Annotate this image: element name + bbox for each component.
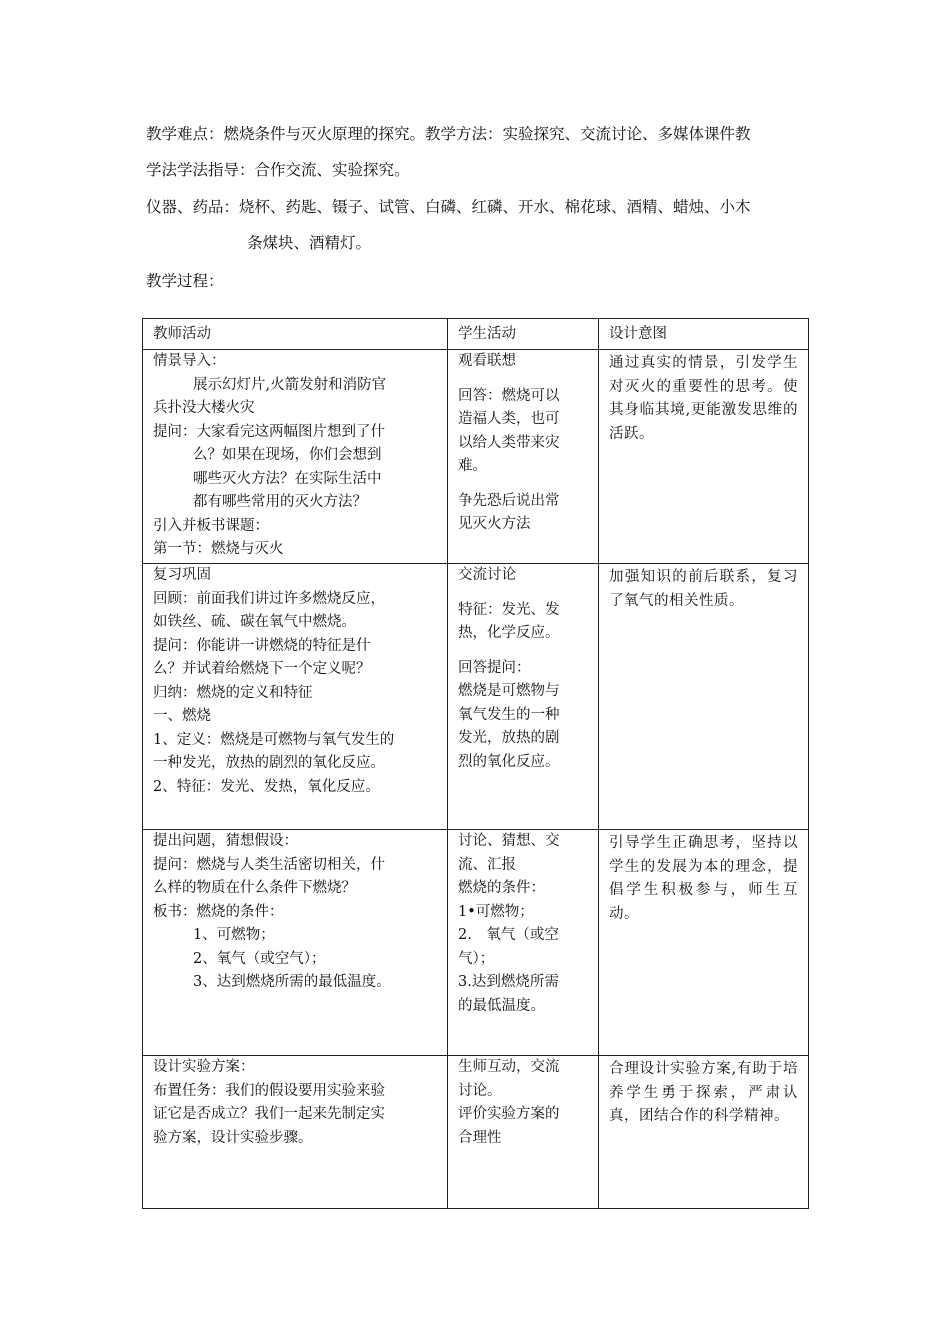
design-intent-cell [599, 830, 809, 1056]
text-line: 造福人类，也可 [458, 411, 560, 427]
text-line: 都有哪些常用的灭火方法？ [193, 494, 367, 510]
text-line: 证它是否成立？我们一起来先制定实 [153, 1106, 385, 1122]
text-line: 燃烧是可燃物与 [458, 683, 560, 699]
teaching-difficulty-line: 教学难点：燃烧条件与灭火原理的探究。教学方法：实验探究、交流讨论、多媒体课件教 [146, 125, 751, 143]
text-line: 如铁丝、硫、碳在氧气中燃烧。 [153, 614, 356, 630]
text-line: 复习巩固 [153, 567, 211, 583]
text-line: 生师互动，交流 [458, 1059, 560, 1075]
text-line: 见灭火方法 [458, 516, 531, 532]
student-activity-cell [448, 1056, 599, 1209]
text-line: 合理性 [458, 1129, 502, 1146]
text-line: 以给人类带来灾 [458, 434, 560, 451]
lesson-table [142, 318, 809, 1209]
text-line: 验方案，设计实验步骤。 [153, 1129, 313, 1146]
text-line: 设计实验方案： [153, 1059, 255, 1075]
text-line: 讨论。 [458, 1082, 502, 1099]
intent-text: 加强知识的前后联系，复习了氧气的相关性质。 [609, 569, 798, 609]
intent-text: 通过真实的情景，引发学生对灭火的重要性的思考。使其身临其境,更能激发思维的活跃。 [609, 355, 798, 442]
text-line: 交流讨论 [458, 567, 516, 583]
student-activity-cell [448, 830, 599, 1056]
header-teacher-activity: 教师活动 [143, 319, 448, 350]
text-line: 1、可燃物； [193, 927, 275, 943]
table-row [143, 1056, 809, 1209]
text-line: 展示幻灯片,火箭发射和消防官 [193, 376, 387, 393]
text-line: 3.达到燃烧所需 [458, 974, 559, 990]
text-line: 评价实验方案的 [458, 1106, 560, 1122]
text-line: 流、汇报 [458, 856, 516, 873]
method-guidance-line: 学法学法指导：合作交流、实验探究。 [146, 161, 410, 179]
text-line: 提出问题，猜想假设： [153, 833, 298, 849]
text-line: 烈的氧化反应。 [458, 753, 560, 770]
student-activity-cell [448, 350, 599, 564]
design-intent-cell [599, 564, 809, 830]
table-row [143, 564, 809, 830]
text-line: 难。 [458, 458, 487, 474]
design-intent-cell [599, 1056, 809, 1209]
text-line: 提问：你能讲一讲燃烧的特征是什 [153, 637, 371, 654]
text-line: 2、氧气（或空气）； [193, 950, 326, 967]
text-line: 归纳：燃烧的定义和特征 [153, 684, 313, 701]
text-line: 第一节：燃烧与灭火 [153, 541, 284, 557]
text-line: 情景导入： [153, 353, 226, 369]
text-line: 2、特征：发光、发热，氧化反应。 [153, 778, 380, 795]
text-line: 观看联想 [458, 353, 516, 369]
text-line: 提问：大家看完这两幅图片想到了什 [153, 423, 385, 440]
text-line: 发光，放热的剧 [458, 730, 560, 746]
text-line: 2. 氧气（或空 [458, 927, 559, 943]
teacher-activity-cell [143, 350, 448, 564]
teacher-activity-cell [143, 1056, 448, 1209]
table-row [143, 350, 809, 564]
text-line: 么？并试着给燃烧下一个定义呢？ [153, 661, 371, 677]
text-line: 兵扑没大楼火灾 [153, 400, 255, 416]
text-line: 争先恐后说出常 [458, 492, 560, 509]
text-line: 特征：发光、发 [458, 601, 560, 618]
text-line: 3、达到燃烧所需的最低温度。 [193, 974, 391, 990]
text-line: 气）； [458, 950, 495, 967]
text-line: 讨论、猜想、交 [458, 833, 560, 849]
student-activity-cell [448, 564, 599, 830]
text-line: 氧气发生的一种 [458, 706, 560, 723]
text-line: 引入并板书课题： [153, 517, 269, 534]
text-line: 么样的物质在什么条件下燃烧？ [153, 880, 356, 896]
text-line: 布置任务：我们的假设要用实验来验 [153, 1082, 385, 1099]
header-student-activity: 学生活动 [448, 319, 599, 350]
text-line: 板书：燃烧的条件： [153, 903, 284, 920]
teacher-activity-cell [143, 830, 448, 1056]
text-line: 回答提问： [458, 659, 531, 676]
text-line: 提问：燃烧与人类生活密切相关，什 [153, 856, 385, 873]
teacher-activity-cell [143, 564, 448, 830]
text-line: 回答：燃烧可以 [458, 387, 560, 404]
text-line: 的最低温度。 [458, 997, 545, 1014]
text-line: 1、定义：燃烧是可燃物与氧气发生的 [153, 731, 395, 748]
text-line: 热，化学反应。 [458, 625, 560, 641]
table-header-row [143, 319, 809, 350]
header-design-intent: 设计意图 [599, 319, 809, 350]
text-line: 燃烧的条件： [458, 880, 545, 896]
materials-line: 仪器、药品：烧杯、药匙、镊子、试管、白磷、红磷、开水、棉花球、酒精、蜡烛、小木 [146, 198, 751, 216]
materials-line-continued: 条煤块、酒精灯。 [247, 234, 372, 252]
text-line: 一、燃烧 [153, 708, 211, 724]
intent-text: 合理设计实验方案,有助于培养学生勇于探索，严肃认真，团结合作的科学精神。 [609, 1061, 798, 1124]
text-line: 么？如果在现场，你们会想到 [193, 447, 382, 463]
text-line: 一种发光，放热的剧烈的氧化反应。 [153, 755, 385, 771]
intent-text: 引导学生正确思考，坚持以学生的发展为本的理念，提倡学生积极参与，师生互动。 [609, 835, 798, 922]
text-line: 哪些灭火方法？在实际生活中 [193, 470, 382, 487]
table-row [143, 830, 809, 1056]
text-line: 回顾：前面我们讲过许多燃烧反应， [153, 590, 385, 607]
design-intent-cell [599, 350, 809, 564]
text-line: 1•可燃物； [458, 903, 534, 920]
teaching-process-heading: 教学过程： [146, 272, 224, 290]
